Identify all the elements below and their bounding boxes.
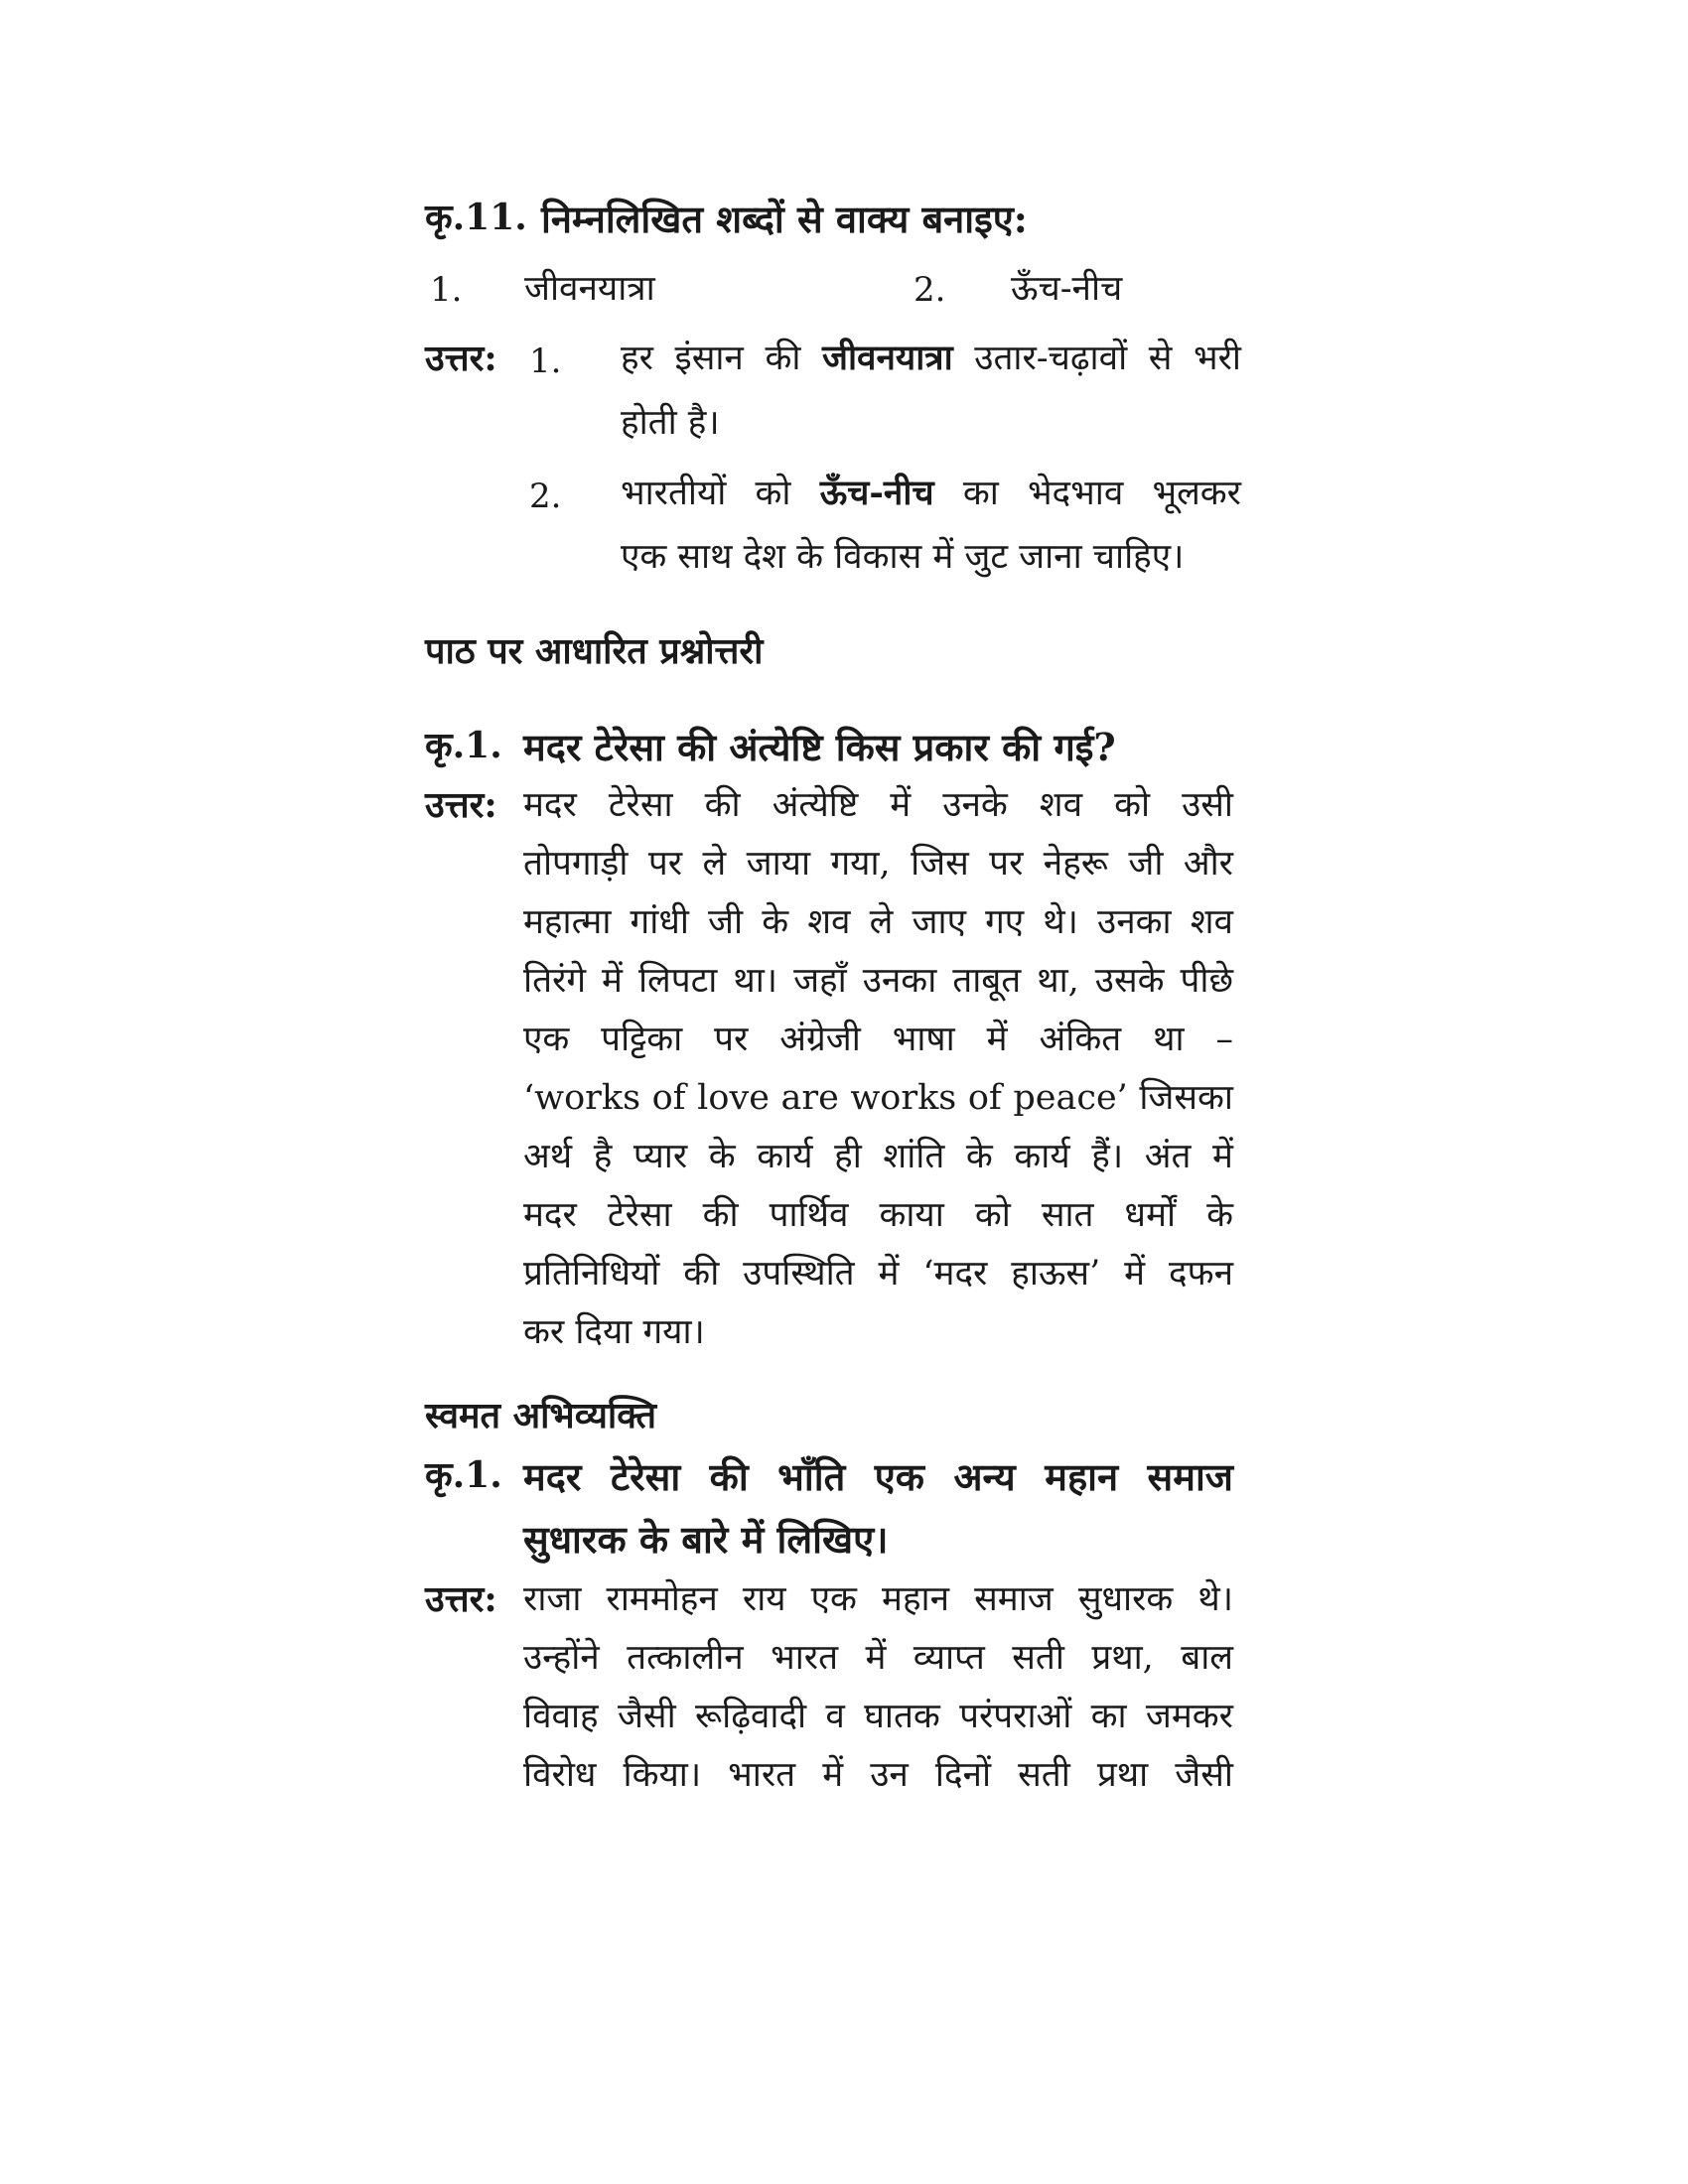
answer-line: अर्थ है प्यार के कार्य ही शांति के कार्य हैं। अंत में [523,1137,1233,1176]
question-number: कृ.1. [425,1454,502,1496]
answer-line: हर इंसान की जीवनयात्रा उतार-चढ़ावों से भरी [621,338,1241,378]
answer-line: भारतीयों को ऊँच-नीच का भेदभाव भूलकर [621,473,1241,513]
answer-line: एक साथ देश के विकास में जुट जाना चाहिए। [621,537,1185,577]
answer-line: उन्होंने तत्कालीन भारत में व्याप्त सती प्रथा, बाल [523,1638,1233,1678]
answer-label: उत्तर: [425,1578,497,1620]
question-text: मदर टेरेसा की भाँति एक अन्य महान समाज [523,1454,1233,1499]
word-number: 2. [914,270,946,310]
answer-line: तिरंगे में लिपटा था। जहाँ उनका ताबूत था, उसके पीछे [523,961,1233,1001]
answer-line: मदर टेरेसा की अंत्येष्टि में उनके शव को उसी [523,785,1233,825]
section-heading: स्वमत अभिव्यक्ति [425,1395,657,1436]
answer-line: राजा राममोहन राय एक महान समाज सुधारक थे। [523,1579,1233,1619]
answer-line: तोपगाड़ी पर ले जाया गया, जिस पर नेहरू जी और [523,844,1233,884]
question-text: निम्नलिखित शब्दों से वाक्य बनाइए: [541,197,1028,241]
answer-line: प्रतिनिधियों की उपस्थिति में ‘मदर हाऊस’ में दफन [523,1254,1233,1294]
bold-word: जीवनयात्रा [822,338,953,378]
question-text: सुधारक के बारे में लिखिए। [523,1517,889,1562]
answer-line: महात्मा गांधी जी के शव ले जाए गए थे। उनका शव [523,902,1233,942]
answer-line: विवाह जैसी रूढ़िवादी व घातक परंपराओं का जमकर [523,1697,1233,1736]
answer-line: ‘works of love are works of peace’ जिसका [523,1078,1233,1118]
answer-line: कर दिया गया। [523,1312,705,1352]
answer-label: उत्तर: [425,338,497,379]
answer-number: 1. [529,341,562,381]
answer-line: विरोध किया। भारत में उन दिनों सती प्रथा जैसी [523,1755,1233,1795]
answer-line: एक पट्टिका पर अंग्रेजी भाषा में अंकित था – [523,1020,1233,1059]
answer-number: 2. [529,477,562,516]
word-item: ऊँच-नीच [1011,269,1123,309]
word-number: 1. [430,270,463,310]
answer-line: मदर टेरेसा की पार्थिव काया को सात धर्मों के [523,1195,1233,1235]
question-text: मदर टेरेसा की अंत्येष्टि किस प्रकार की गई? [523,725,1116,769]
question-number: कृ.11. [425,197,527,238]
question-number: कृ.1. [425,725,502,766]
answer-line: होती है। [621,403,720,443]
word-item: जीवनयात्रा [524,269,655,309]
section-heading: पाठ पर आधारित प्रश्नोत्तरी [425,630,764,672]
bold-word: ऊँच-नीच [819,473,934,513]
answer-label: उत्तर: [425,784,497,826]
